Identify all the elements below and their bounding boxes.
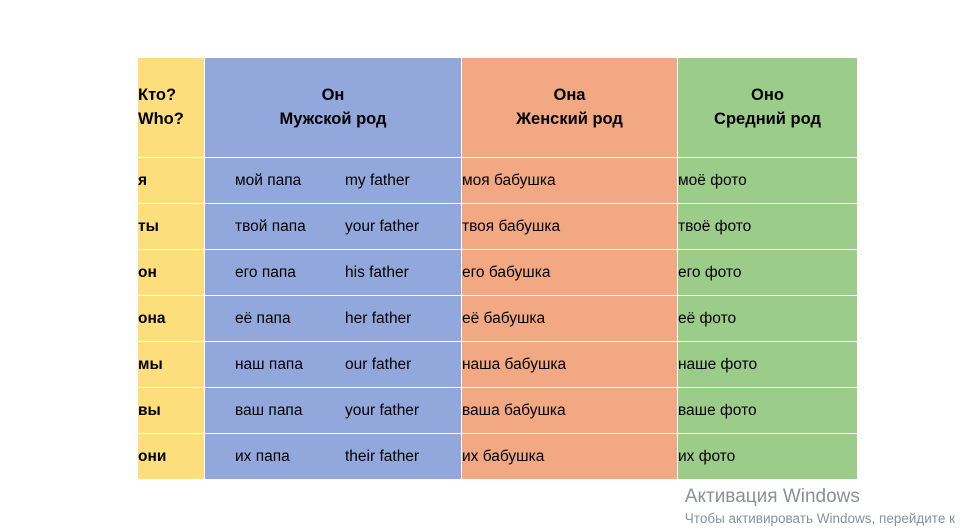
cell-feminine: твоя бабушка (462, 204, 678, 250)
header-cell-masculine (205, 58, 462, 158)
header-neuter-line1: Оно (751, 85, 784, 104)
cell-pronoun: ты (138, 204, 205, 250)
cell-masculine (205, 158, 462, 204)
cell-masculine (205, 342, 462, 388)
cell-feminine: моя бабушка (462, 158, 678, 204)
header-feminine-line1: Она (553, 85, 586, 104)
cell-pronoun: она (138, 296, 205, 342)
possessive-pronouns-table (137, 57, 858, 480)
cell-pronoun: вы (138, 388, 205, 434)
table-row (138, 204, 858, 250)
windows-activation-watermark (685, 484, 955, 528)
cell-masculine (205, 204, 462, 250)
cell-masculine-english: their father (345, 447, 420, 465)
cell-masculine (205, 296, 462, 342)
cell-neuter: моё фото (678, 158, 858, 204)
cell-pronoun: я (138, 158, 205, 204)
cell-feminine: наша бабушка (462, 342, 678, 388)
cell-feminine: их бабушка (462, 434, 678, 480)
cell-masculine-english: her father (345, 309, 412, 327)
cell-pronoun: они (138, 434, 205, 480)
cell-masculine-russian: его папа (235, 263, 296, 281)
cell-masculine-russian: их папа (235, 447, 290, 465)
cell-masculine-english: his father (345, 263, 409, 281)
table-row (138, 158, 858, 204)
header-neuter-line2: Средний род (714, 109, 821, 128)
cell-pronoun: мы (138, 342, 205, 388)
header-cell-who (138, 58, 205, 158)
cell-feminine: её бабушка (462, 296, 678, 342)
cell-masculine-russian: ваш папа (235, 401, 303, 419)
cell-neuter: их фото (678, 434, 858, 480)
header-cell-neuter (678, 58, 858, 158)
cell-masculine-russian: твой папа (235, 217, 306, 235)
watermark-subtitle: Чтобы активировать Windows, перейдите к (684, 511, 955, 526)
cell-masculine (205, 250, 462, 296)
cell-neuter: твоё фото (678, 204, 858, 250)
table-row (138, 250, 858, 296)
table-row (138, 296, 858, 342)
cell-masculine-english: our father (345, 355, 412, 373)
header-who-line2: Who? (138, 109, 184, 128)
cell-neuter: его фото (678, 250, 858, 296)
cell-masculine-english: your father (345, 401, 420, 419)
header-cell-feminine (462, 58, 678, 158)
table-row (138, 388, 858, 434)
header-who-line1: Кто? (138, 85, 177, 104)
watermark-title: Активация Windows (684, 486, 860, 507)
header-masculine-line2: Мужской род (279, 109, 387, 128)
table-row (138, 342, 858, 388)
cell-masculine-english: your father (345, 217, 420, 235)
cell-masculine-english: my father (345, 171, 410, 189)
cell-masculine-russian: её папа (235, 309, 291, 327)
cell-masculine (205, 388, 462, 434)
cell-feminine: его бабушка (462, 250, 678, 296)
cell-masculine-russian: мой папа (235, 171, 302, 189)
cell-masculine-russian: наш папа (235, 355, 303, 373)
cell-feminine: ваша бабушка (462, 388, 678, 434)
header-feminine-line2: Женский род (516, 109, 623, 128)
cell-neuter: наше фото (678, 342, 858, 388)
table-header-row (138, 58, 858, 158)
cell-neuter: ваше фото (678, 388, 858, 434)
cell-neuter: её фото (678, 296, 858, 342)
gender-table-container (137, 57, 857, 480)
cell-masculine (205, 434, 462, 480)
table-row (138, 434, 858, 480)
header-masculine-line1: Он (321, 85, 345, 104)
cell-pronoun: он (138, 250, 205, 296)
